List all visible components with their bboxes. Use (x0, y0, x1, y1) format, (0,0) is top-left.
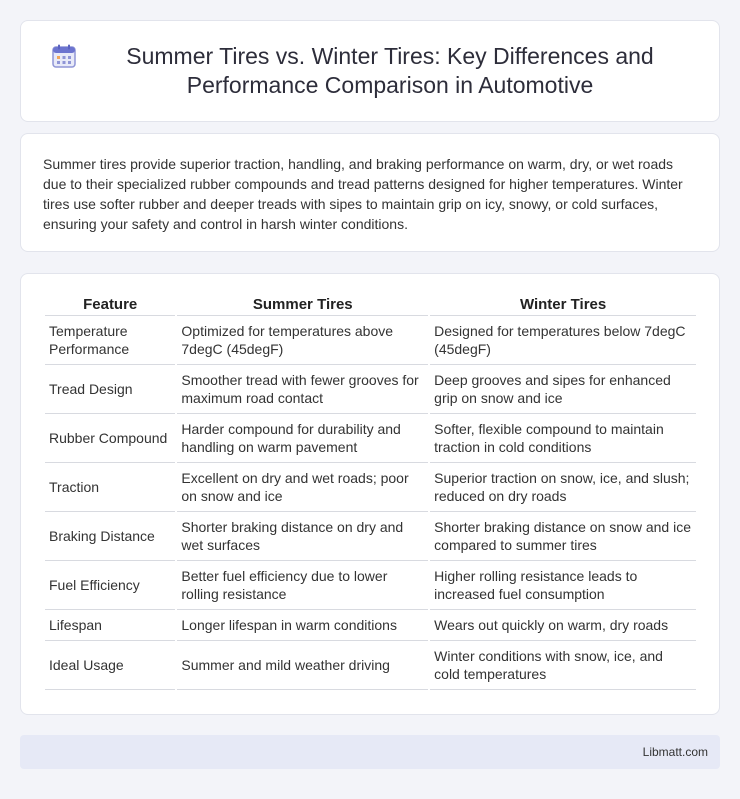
table-row (45, 463, 696, 512)
winter-cell: Softer, flexible compound to maintain traction in cold conditions (430, 414, 696, 463)
summer-cell: Harder compound for durability and handling on warm pavement (177, 414, 428, 463)
header-card (20, 20, 720, 122)
winter-cell: Winter conditions with snow, ice, and cold temperatures (430, 641, 696, 690)
table-row (45, 561, 696, 610)
feature-cell: Braking Distance (45, 512, 175, 561)
table-row (45, 365, 696, 414)
comparison-card (20, 273, 720, 715)
table-row (45, 512, 696, 561)
summer-cell: Better fuel efficiency due to lower rolling resistance (177, 561, 428, 610)
summer-cell: Excellent on dry and wet roads; poor on snow and ice (177, 463, 428, 512)
feature-cell: Traction (45, 463, 175, 512)
winter-cell: Wears out quickly on warm, dry roads (430, 610, 696, 641)
summer-cell: Longer lifespan in warm conditions (177, 610, 428, 641)
intro-card (20, 133, 720, 252)
winter-cell: Superior traction on snow, ice, and slush; reduced on dry roads (430, 463, 696, 512)
calendar-icon (51, 43, 77, 69)
feature-cell: Tread Design (45, 365, 175, 414)
feature-cell: Fuel Efficiency (45, 561, 175, 610)
table-header-row (45, 292, 696, 316)
table-row (45, 316, 696, 365)
winter-cell: Higher rolling resistance leads to increased fuel consumption (430, 561, 696, 610)
page-title: Summer Tires vs. Winter Tires: Key Differences and Performance Comparison in Automotive (126, 43, 654, 98)
winter-cell: Designed for temperatures below 7degC (45degF) (430, 316, 696, 365)
feature-cell: Rubber Compound (45, 414, 175, 463)
column-header-summer: Summer Tires (177, 292, 428, 316)
footer (20, 735, 720, 769)
feature-cell: Temperature Performance (45, 316, 175, 365)
summer-cell: Optimized for temperatures above 7degC (45degF) (177, 316, 428, 365)
summer-cell: Summer and mild weather driving (177, 641, 428, 690)
table-row (45, 641, 696, 690)
table-row (45, 414, 696, 463)
column-header-feature: Feature (45, 292, 175, 316)
comparison-table (43, 292, 698, 690)
feature-cell: Lifespan (45, 610, 175, 641)
summer-cell: Shorter braking distance on dry and wet surfaces (177, 512, 428, 561)
feature-cell: Ideal Usage (45, 641, 175, 690)
column-header-winter: Winter Tires (430, 292, 696, 316)
winter-cell: Deep grooves and sipes for enhanced grip on snow and ice (430, 365, 696, 414)
footer-brand[interactable]: Libmatt.com (642, 745, 708, 759)
intro-text: Summer tires provide superior traction, handling, and braking performance on warm, dry, or wet roads due to their specialized rubber compounds and tread patterns designed for higher temperatures. Winter tires use softer rubber and deeper treads with sipes to maintain grip on icy, snowy, or cold surfaces, ensuring your safety and control in harsh winter conditions. (43, 156, 683, 232)
summer-cell: Smoother tread with fewer grooves for maximum road contact (177, 365, 428, 414)
winter-cell: Shorter braking distance on snow and ice compared to summer tires (430, 512, 696, 561)
table-row (45, 610, 696, 641)
